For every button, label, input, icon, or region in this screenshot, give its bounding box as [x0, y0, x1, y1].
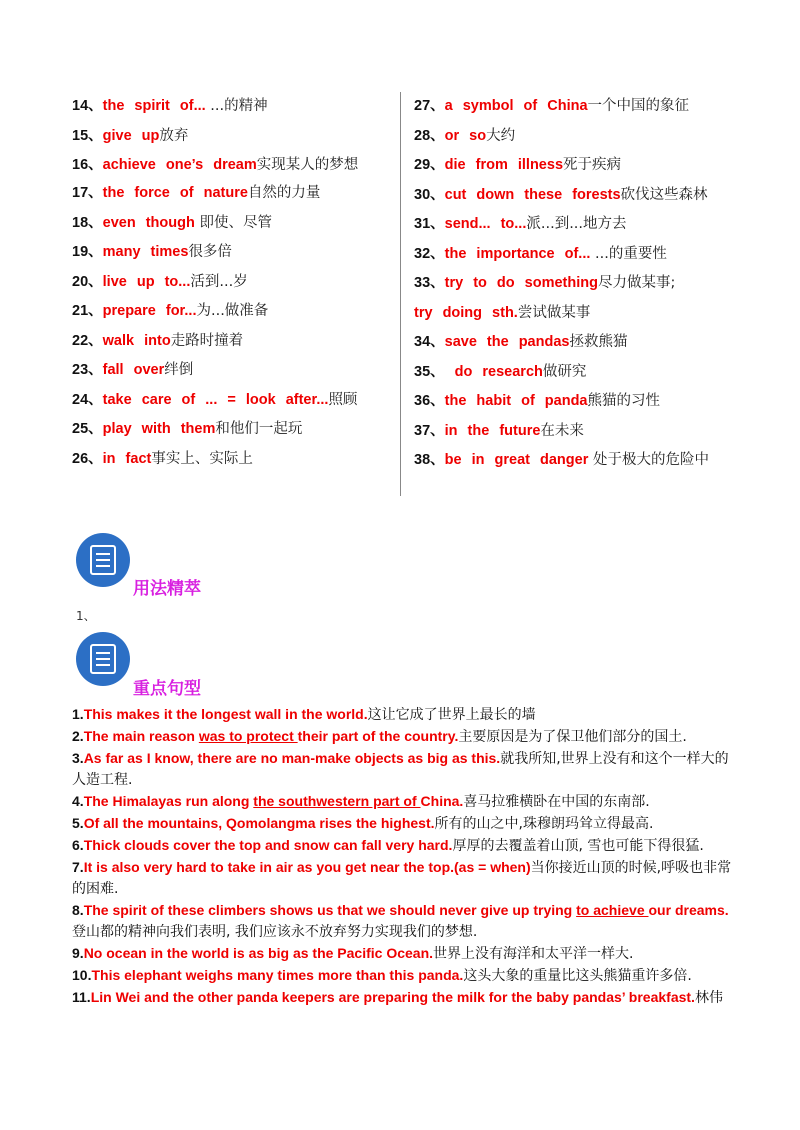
phrase-number: 37、 [414, 422, 445, 439]
phrase-english: even though [102, 214, 195, 231]
phrase-english: give up [102, 127, 160, 144]
sentence-english: our dreams. [648, 902, 729, 918]
sentence-number: 1. [72, 706, 84, 722]
sentence-item [72, 857, 732, 900]
phrase-english: in the future [444, 422, 541, 439]
phrase-english: walk into [102, 332, 171, 349]
phrase-english: prepare for... [102, 303, 197, 319]
phrase-english: save the pandas [444, 334, 570, 350]
phrase-english: die from illness [444, 157, 564, 173]
phrase-chinese: ...的精神 [205, 98, 268, 114]
sentence-english: It is also very hard to take in air as you get near the top.(as = when) [83, 859, 531, 875]
phrase-english: the importance of... [444, 245, 591, 262]
sentence-english: China. [420, 793, 464, 809]
section-title-key-sentences: 重点句型 [133, 679, 201, 699]
phrase-english: play with them [102, 421, 216, 437]
column-divider [400, 92, 401, 496]
sentence-translation: 喜马拉雅横卧在中国的东南部. [463, 794, 650, 810]
notes-icon [76, 533, 130, 587]
phrase-number: 32、 [414, 245, 445, 262]
phrase-item [72, 445, 390, 475]
usage-item-number: 1、 [76, 609, 96, 623]
sentence-translation: 主要原因是为了保卫他们部分的国土. [458, 729, 687, 745]
notes-icon [76, 632, 130, 686]
phrase-item [414, 358, 744, 388]
phrase-number: 14、 [72, 98, 103, 114]
phrase-item [414, 387, 744, 417]
phrase-number: 15、 [72, 127, 103, 144]
sentence-translation: 所有的山之中,珠穆朗玛耸立得最高. [434, 816, 654, 832]
phrase-item [72, 151, 390, 179]
sentence-number: 2. [72, 728, 84, 744]
sentence-english: The Himalayas run along [83, 793, 254, 809]
phrase-chinese: 为...做准备 [196, 303, 269, 319]
phrase-number: 18、 [72, 214, 103, 231]
sentence-item [72, 748, 732, 791]
sentence-item [72, 987, 732, 1009]
phrase-english: do research [444, 363, 543, 380]
phrase-number: 16、 [72, 157, 103, 173]
sentence-english: The spirit of these climbers shows us that we should never give up trying [83, 902, 577, 918]
phrase-chinese: 做研究 [542, 363, 587, 380]
sentence-item [72, 835, 732, 857]
phrase-number: 33、 [414, 275, 445, 291]
phrase-number: 19、 [72, 244, 103, 260]
phrase-english: fall over [102, 362, 165, 378]
sentence-english: The main reason [83, 728, 199, 744]
sentence-number: 3. [72, 750, 84, 766]
phrase-item [72, 327, 390, 357]
phrase-number: 34、 [414, 334, 445, 350]
phrase-item [72, 122, 390, 152]
phrase-chinese: 自然的力量 [247, 185, 321, 201]
sentence-number: 7. [72, 859, 84, 875]
phrase-item [414, 417, 744, 447]
phrase-item [72, 297, 390, 327]
phrase-chinese: 走路时撞着 [170, 332, 244, 349]
sentence-blank-answer: to achieve [576, 902, 649, 918]
sentence-number: 5. [72, 815, 84, 831]
phrase-number: 17、 [72, 185, 103, 201]
phrase-item [72, 356, 390, 386]
sentence-number: 10. [72, 967, 92, 983]
phrase-number: 25、 [72, 421, 103, 437]
phrase-english: take care of ... = look after... [102, 391, 329, 408]
phrase-item [414, 446, 744, 476]
phrase-chinese: 活到...岁 [190, 273, 248, 290]
phrase-item [72, 209, 390, 239]
sentence-item [72, 704, 732, 726]
phrase-chinese: 放弃 [159, 127, 189, 144]
sentence-translation: 厚厚的去覆盖着山顶, 雪也可能下得很猛. [452, 838, 704, 854]
sentence-number: 4. [72, 793, 84, 809]
phrase-english: the spirit of... [102, 98, 206, 114]
phrase-english: or so [444, 127, 487, 144]
phrase-item [414, 240, 744, 270]
phrase-chinese: 砍伐这些森林 [620, 186, 708, 203]
phrase-chinese: 拯救熊猫 [569, 334, 628, 350]
phrase-chinese: 照顾 [328, 391, 358, 408]
phrase-english: try doing sth. [414, 304, 518, 321]
phrase-item [72, 179, 390, 209]
phrase-item [414, 269, 744, 299]
phrase-number: 35、 [414, 363, 445, 380]
phrase-number: 28、 [414, 127, 445, 144]
phrase-english: send... to... [444, 216, 527, 232]
sentence-translation: 林伟 [694, 990, 723, 1006]
phrase-number: 38、 [414, 452, 445, 468]
phrase-column-left [72, 92, 390, 474]
phrase-chinese: 尝试做某事 [517, 304, 591, 321]
phrase-item [72, 415, 390, 445]
sentence-translation: 就我所知,世界上没有和这个一样大的人造工程. [72, 751, 729, 788]
sentence-number: 9. [72, 945, 84, 961]
sentence-number: 11. [72, 989, 91, 1005]
phrase-english: cut down these forests [444, 186, 621, 203]
phrase-english: in fact [102, 450, 152, 467]
sentence-item [72, 943, 732, 965]
phrase-number: 36、 [414, 393, 445, 409]
phrase-number: 23、 [72, 362, 103, 378]
phrase-chinese: 即使、尽管 [194, 214, 272, 231]
phrase-number: 22、 [72, 332, 103, 349]
phrase-english: try to do something [444, 275, 598, 291]
sentence-english: Lin Wei and the other panda keepers are preparing the milk for the baby pandas’ breakfast. [90, 989, 695, 1005]
sentence-english: their part of the country. [297, 728, 459, 744]
phrase-chinese: 一个中国的象征 [587, 98, 690, 114]
sentence-english: No ocean in the world is as big as the Pacific Ocean. [83, 945, 434, 961]
phrase-item [414, 328, 744, 358]
sentence-english: Of all the mountains, Qomolangma rises the highest. [83, 815, 435, 831]
phrase-english: the force of nature [102, 185, 248, 201]
phrase-number: 20、 [72, 273, 103, 290]
phrase-item [72, 92, 390, 122]
sentence-blank-answer: the southwestern part of [253, 793, 421, 809]
sentence-item [72, 900, 732, 943]
phrase-number: 27、 [414, 98, 445, 114]
phrase-chinese: 大约 [486, 127, 516, 144]
sentence-blank-answer: was to protect [198, 728, 298, 744]
key-sentence-list [72, 704, 732, 1009]
phrase-chinese: 熊猫的习性 [587, 393, 660, 409]
sentence-item [72, 965, 732, 987]
phrase-english: be in great danger [444, 452, 589, 468]
phrase-item [72, 238, 390, 268]
phrase-chinese: 死于疾病 [563, 157, 622, 173]
phrase-chinese: 和他们一起玩 [215, 421, 303, 437]
sentence-number: 6. [72, 837, 84, 853]
phrase-chinese: 绊倒 [164, 362, 194, 378]
sentence-translation: 这让它成了世界上最长的墙 [367, 707, 536, 723]
sentence-translation: 这头大象的重量比这头熊猫重许多倍. [463, 968, 692, 984]
phrase-english: achieve one’s dream [102, 157, 257, 173]
phrase-item [72, 268, 390, 298]
phrase-english: the habit of panda [444, 393, 588, 409]
sentence-translation: 登山都的精神向我们表明, 我们应该永不放弃努力实现我们的梦想. [72, 924, 478, 940]
section-title-usage: 用法精萃 [133, 579, 201, 599]
phrase-english: live up to... [102, 273, 191, 290]
sentence-translation: 当你接近山顶的时候,呼吸也非常的困难. [72, 860, 732, 897]
sentence-item [72, 726, 732, 748]
phrase-chinese: 实现某人的梦想 [256, 157, 359, 173]
phrase-item [414, 181, 744, 211]
phrase-number: 31、 [414, 216, 445, 232]
phrase-item [414, 210, 744, 240]
phrase-english: a symbol of China [444, 98, 588, 114]
sentence-item [72, 813, 732, 835]
sentence-english: This elephant weighs many times more than this panda. [91, 967, 464, 983]
phrase-chinese: 处于极大的危险中 [588, 452, 709, 468]
phrase-number: 29、 [414, 157, 445, 173]
phrase-item [414, 151, 744, 181]
phrase-number: 26、 [72, 450, 103, 467]
phrase-chinese: ...的重要性 [590, 245, 667, 262]
sentence-number: 8. [72, 902, 84, 918]
phrase-chinese: 派...到...地方去 [526, 216, 627, 232]
sentence-english: This makes it the longest wall in the world. [83, 706, 368, 722]
phrase-english: many times [102, 244, 189, 260]
phrase-chinese: 很多倍 [188, 244, 232, 260]
sentence-english: Thick clouds cover the top and snow can fall very hard. [83, 837, 453, 853]
phrase-item [414, 92, 744, 122]
sentence-translation: 世界上没有海洋和太平洋一样大. [433, 946, 634, 962]
phrase-chinese: 尽力做某事; [597, 275, 676, 291]
phrase-item [414, 299, 744, 329]
phrase-chinese: 在未来 [540, 422, 584, 439]
phrase-number: 21、 [72, 303, 103, 319]
sentence-english: As far as I know, there are no man-make objects as big as this. [83, 750, 501, 766]
phrase-column-right [414, 92, 744, 476]
phrase-number: 30、 [414, 186, 445, 203]
phrase-number: 24、 [72, 391, 103, 408]
sentence-item [72, 791, 732, 813]
phrase-item [414, 122, 744, 152]
phrase-item [72, 386, 390, 416]
phrase-chinese: 事实上、实际上 [151, 450, 253, 467]
